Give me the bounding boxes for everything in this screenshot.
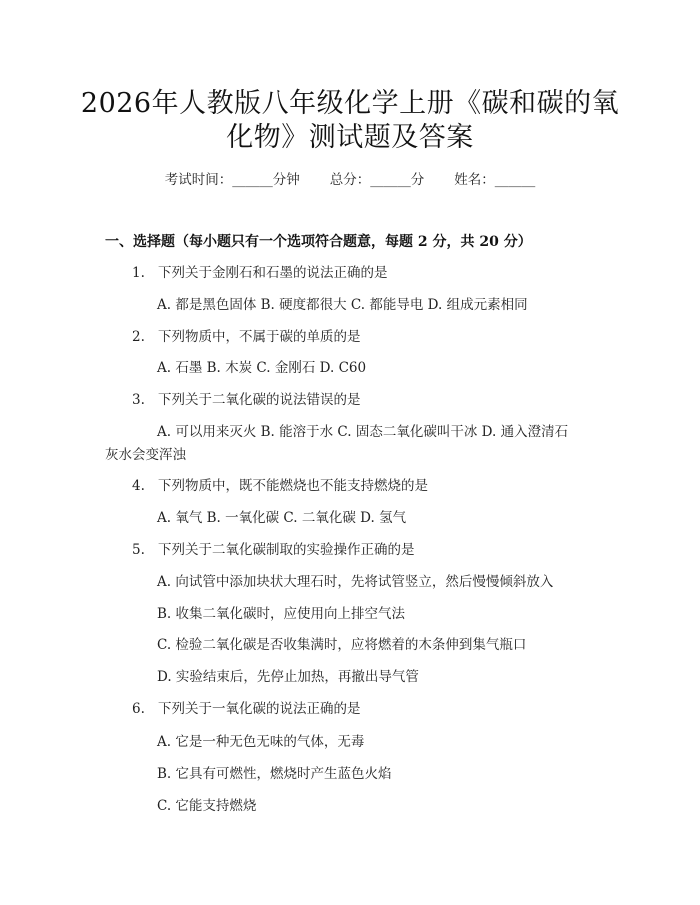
question-text: 下列关于二氧化碳制取的实验操作正确的是 — [158, 542, 415, 558]
name-field: 姓名：______ — [454, 172, 536, 188]
document-title-line-1: 2026年人教版八年级化学上册《碳和碳的氧 — [80, 88, 620, 119]
question-4 — [132, 474, 428, 494]
exam-time-field: 考试时间：______分钟 — [164, 172, 300, 188]
question-6-option-c: C. 它能支持燃烧 — [157, 798, 257, 814]
question-5-option-c: C. 检验二氧化碳是否收集满时，应将燃着的木条伸到集气瓶口 — [157, 637, 527, 653]
question-1-options: A. 都是黑色固体 B. 硬度都很大 C. 都能导电 D. 组成元素相同 — [157, 297, 528, 313]
question-5-option-a: A. 向试管中添加块状大理石时，先将试管竖立，然后慢慢倾斜放入 — [157, 574, 554, 590]
question-number: 1. — [132, 265, 145, 281]
question-number: 5. — [132, 542, 145, 558]
question-2 — [132, 325, 361, 345]
question-3 — [132, 388, 361, 408]
question-4-options: A. 氧气 B. 一氧化碳 C. 二氧化碳 D. 氢气 — [157, 510, 407, 526]
question-6-option-b: B. 它具有可燃性，燃烧时产生蓝色火焰 — [157, 766, 392, 782]
question-number: 6. — [132, 701, 145, 717]
question-5 — [132, 538, 415, 558]
question-text: 下列关于二氧化碳的说法错误的是 — [158, 392, 361, 408]
question-1 — [132, 261, 388, 281]
question-5-option-b: B. 收集二氧化碳时，应使用向上排空气法 — [157, 606, 406, 622]
question-2-options: A. 石墨 B. 木炭 C. 金刚石 D. C60 — [157, 360, 367, 376]
question-text: 下列物质中，既不能燃烧也不能支持燃烧的是 — [158, 478, 428, 494]
question-6-option-a: A. 它是一种无色无味的气体，无毒 — [157, 734, 365, 750]
question-text: 下列物质中，不属于碳的单质的是 — [158, 329, 361, 345]
question-3-options-continuation: 灰水会变浑浊 — [105, 447, 186, 463]
total-score-field: 总分：______分 — [329, 172, 425, 188]
question-3-options: A. 可以用来灭火 B. 能溶于水 C. 固态二氧化碳叫干冰 D. 通入澄清石 — [157, 424, 569, 440]
question-6 — [132, 697, 361, 717]
question-text: 下列关于金刚石和石墨的说法正确的是 — [158, 265, 388, 281]
question-5-option-d: D. 实验结束后，先停止加热，再撤出导气管 — [157, 669, 419, 685]
question-number: 3. — [132, 392, 145, 408]
question-number: 2. — [132, 329, 145, 345]
exam-info-row — [0, 168, 700, 188]
question-number: 4. — [132, 478, 145, 494]
document-title-line-2: 化物》测试题及答案 — [226, 122, 474, 153]
question-text: 下列关于一氧化碳的说法正确的是 — [158, 701, 361, 717]
section-heading-multiple-choice: 一、选择题（每小题只有一个选项符合题意，每题 2 分，共 20 分） — [105, 234, 532, 250]
